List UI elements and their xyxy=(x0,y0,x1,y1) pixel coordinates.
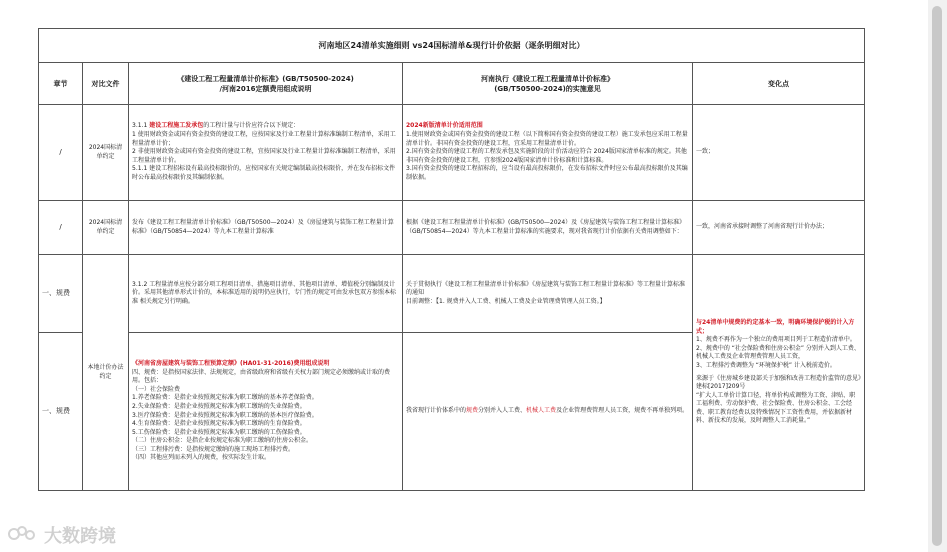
header-standard-line1: 《建设工程工程量清单计价标准》(GB/T50500-2024) xyxy=(177,74,354,83)
row1-std-p2: 1 使用财政资金或国有资金投资的建设工程，应按国家及行业工程量计算标准编制工程清单，采用工程量清单计价； xyxy=(132,131,396,147)
row1-std-intro-line xyxy=(132,122,399,131)
row4-std-item: （三）工程排污费：是指按规定缴纳的施工现场工程排污费。 xyxy=(132,445,295,453)
header-standard xyxy=(129,63,403,105)
row1-std-red: 建设工程施工发承包 xyxy=(149,122,204,130)
row3-standard: 3.1.2 工程量清单应按分部分项工程项目清单、措施项目清单、其他项目清单、增值税分别编制及计价。采用其他清单形式计价的，本标准适用的说明仍应执行，专门性的规定可由发承包双方参照本标准 相关规定另行明确。 xyxy=(129,255,403,333)
row1-standard xyxy=(129,105,403,201)
row2-compare: 2024国标清单约定 xyxy=(83,201,129,255)
row34-change xyxy=(693,255,865,491)
row3-henan-p1: 关于贯彻执行《建设工程工程量清单计价标准》《房屋建筑与装饰工程工程量计算标准》等工程量计算标准的通知 xyxy=(406,280,686,297)
header-compare-doc: 对比文件 xyxy=(83,63,129,105)
row3-change-p2: 2、规费中的 “社会保险费和住房公积金” 分别并入到人工费、机械人工费及企业管理费管理人员工资， xyxy=(696,344,860,361)
row1-change: 一致； xyxy=(693,105,865,201)
header-standard-line2: /河南2016定额费用组成说明 xyxy=(219,84,312,93)
row1-henan-p1: 1.使用财政资金或国有资金投资的建设工程（以下简称国有资金投资的建设工程）施工发承包应采用工程量清单计价。非国有资金投资的建设工程，宜采用工程量清单计价。 xyxy=(406,131,688,147)
header-henan-line2: (GB/T50500-2024)的实施意见 xyxy=(494,84,601,93)
row4-std-item: 4.生育保险费：是指企业按照规定标准为职工缴纳的生育保险费。 xyxy=(132,420,306,428)
row4-henan-pre: 我省现行计价体系中的 xyxy=(406,407,467,415)
row2-chapter: / xyxy=(39,201,83,255)
row4-henan xyxy=(403,333,693,491)
row4-standard xyxy=(129,333,403,491)
row1-henan-red: 2024新版清单计价适用范围 xyxy=(406,122,483,130)
row2-change: 一致，河南省承接时调整了河南省现行计价办法； xyxy=(693,201,865,255)
row2-henan: 根据《建设工程工程量清单计价标准》(GB/T50500—2024）及《房屋建筑与装饰工程工程量计算标准》（GB/T50854—2024）等九本工程量计算标准的实施要求，现对我省现行计价依据有关费用调整如下： xyxy=(403,201,693,255)
row1-std-intro: 3.1.1 xyxy=(132,122,150,130)
row4-std-red: 《河南省房屋建筑与装饰工程预算定额》(HA01-31-2016)费用组成说明 xyxy=(132,359,330,367)
row4-std-item: （二）住房公积金：是指企业按规定标准为职工缴纳的住房公积金。 xyxy=(132,437,313,445)
watermark-text: 大数跨境 xyxy=(44,526,116,547)
row1-std-p1: 的工程计量与计价应符合以下规定： xyxy=(203,122,300,130)
row3-change-p3: 3、工程排污费调整为 “环境保护税” 计入税前造价。 xyxy=(696,361,836,369)
comparison-table xyxy=(38,28,865,491)
row34-compare: 本地计价办法约定 xyxy=(83,255,129,491)
row3-chapter: 一、规费 xyxy=(39,255,83,333)
header-chapter: 章节 xyxy=(39,63,83,105)
row1-chapter: / xyxy=(39,105,83,201)
row3-henan-p2: 目前调整：【1. 规费并入人工费、机械人工费及企业管理费管理人员工资。】 xyxy=(406,297,606,305)
row4-std-item: 3.医疗保险费：是指企业按照规定标准为职工缴纳的基本医疗保险费。 xyxy=(132,411,318,419)
row4-std-p1: 四、规费：是指按国家法律、法规规定，由省级政府和省级有关权力部门规定必须缴纳或计取的费用。包括： xyxy=(132,368,391,385)
table-row xyxy=(39,201,865,255)
row4-henan-post: 及企业管理费管理人员工资，规费不再单独列项。 xyxy=(556,407,689,415)
row3-henan xyxy=(403,255,693,333)
row1-henan-p3: 3.国有资金投资的建设工程招标的，应当设有最高投标限价，在发布招标文件时应公布最高投标限价及其编制依据。 xyxy=(406,165,688,181)
row4-std-item: （四）其他应列而未列入的规费，按实际发生计取。 xyxy=(132,454,271,462)
watermark-icon xyxy=(8,526,38,544)
row1-std-p3: 2 非使用财政资金或国有资金投资的建设工程，宜按国家及行业工程量计算标准编制工程清单，采用工程量清单计价。 xyxy=(132,148,396,164)
row1-henan xyxy=(403,105,693,201)
table-title: 河南地区24清单实施细则 vs24国标清单&现行计价依据（逐条明细对比） xyxy=(39,29,865,63)
row1-std-p4: 5.1.1 建设工程招标设有最高投标限价的，应按国家有关规定编制最高投标限价，并在发布招标文件时公布最高投标限价及其编制依据。 xyxy=(132,165,396,181)
header-henan xyxy=(403,63,693,105)
row3-change-p4: 来源于《住房城乡建设部关于加强和改善工程造价监管的意见》建标[2017]209号 xyxy=(696,374,862,391)
watermark-logo xyxy=(8,524,116,546)
row1-henan-p2: 2.国有资金投资的建设工程的工程发承包及实施阶段的计价活动应符合 2024版国家清单标准的规定。其他非国有资金投资的建设工程，宜参照2024版国家清单计价标准和计算标准。 xyxy=(406,148,687,164)
scrollbar-thumb[interactable] xyxy=(932,6,942,546)
row2-standard: 发布《建设工程工程量清单计价标准》（GB/T50500—2024）及《房屋建筑与装饰工程工程量计算标准》（GB/T50854—2024）等九本工程量计算标准 xyxy=(129,201,403,255)
row1-compare: 2024国标清单约定 xyxy=(83,105,129,201)
row3-change-p1: 1、规费不再作为一个独立的费用项目列于工程造价清单中。 xyxy=(696,336,856,344)
row4-std-item: 2.失业保险费：是指企业按照规定标准为职工缴纳的失业保险费。 xyxy=(132,402,306,410)
table-row xyxy=(39,105,865,201)
row4-std-item: 5.工伤保险费：是指企业按照规定标准为职工缴纳的工伤保险费。 xyxy=(132,428,306,436)
header-changes: 变化点 xyxy=(693,63,865,105)
table-row xyxy=(39,255,865,333)
row4-chapter: 一、规费 xyxy=(39,333,83,491)
row4-std-item: （一）社会保险费 xyxy=(132,385,181,393)
row4-henan-r2: 机械人工费 xyxy=(526,407,557,415)
row3-change-p5: “扩大人工单价计算口径，将单价构成调整为工资、津贴、职工福利费、劳动保护费、社会保险费、住房公积金、工会经费、职工教育经费以及特殊情况下工资性费用，并依据新材料、新技术的发展，及时调整人工消耗量。” xyxy=(696,391,856,425)
row4-std-item: 1.养老保险费：是指企业按照规定标准为职工缴纳的基本养老保险费。 xyxy=(132,394,318,402)
header-henan-line1: 河南执行《建设工程工程量清单计价标准》 xyxy=(481,74,614,83)
row4-henan-r1: 规费 xyxy=(466,407,479,415)
row4-henan-mid: 分别并入人工费、 xyxy=(478,407,527,415)
row3-change-red: 与24清单中规费的约定基本一致，明确环境保护税的计入方式； xyxy=(696,318,855,335)
